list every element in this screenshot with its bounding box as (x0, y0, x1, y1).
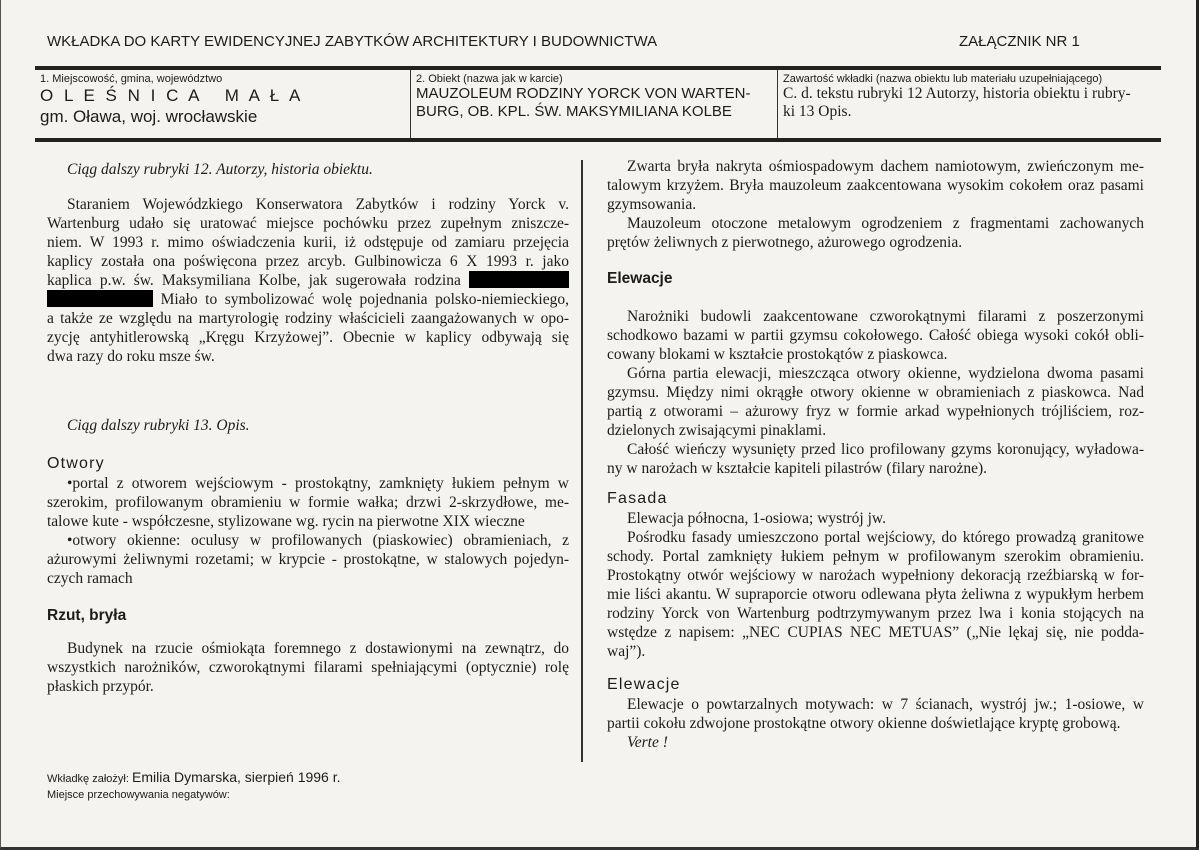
text-line-content: gzymsu. Między nimi okrągłe otwory okienne w obramieniach z piaskowca. Nad (607, 384, 1144, 401)
elewacje-paragraph (607, 307, 1144, 478)
contents-line2: ki 13 Opis. (783, 103, 852, 120)
text-line (47, 328, 569, 347)
text-line-content: Narożniki budowli zaakcentowane czworokątnymi filarami z poszerzonymi (627, 308, 1144, 325)
text-line-content: Ciąg dalszy rubryki 13. Opis. (67, 417, 250, 434)
text-line-content: zycję antyhitlerowską „Kręgu Krzyżowej”. Obecnie w kaplicy odbywają się (47, 329, 569, 346)
author-row (47, 769, 341, 785)
text-line (607, 364, 1144, 383)
rzut-paragraph (47, 639, 569, 696)
text-line (607, 195, 1144, 214)
text-line (607, 489, 668, 508)
text-line (47, 271, 569, 290)
text-line-content: talowe kute - współczesne, stylizowane wg. rycin na pierwotne XIX wieczne (47, 513, 525, 530)
text-line-content: ny w narożach w kształcie kapiteli pilastrów (filary narożne). (607, 460, 988, 477)
elewacje2-paragraph (607, 695, 1144, 733)
text-line-content: Pośrodku fasady umieszczono portal wejściowy, do którego prowadzą granitowe (627, 529, 1144, 546)
text-line-content: partią z otworami – ażurowy fryz w formie arkad wypełnionych trójliściem, roz- (607, 403, 1144, 420)
header-table (35, 66, 1161, 142)
verte-note (627, 733, 668, 752)
text-line (67, 416, 250, 435)
text-line-content: Zwarta bryła nakryta ośmiospadowym dachem namiotowym, zwieńczonym me- (627, 158, 1144, 175)
object-name-line1: MAUZOLEUM RODZINY YORCK VON WARTEN- (416, 85, 751, 102)
object-name-line2: BURG, OB. KPL. ŚW. MAKSYMILIANA KOLBE (416, 103, 732, 120)
text-line (607, 307, 1144, 326)
author-value: Emilia Dymarska, sierpień 1996 r. (131, 769, 341, 785)
text-line-content: rodziny Yorck von Wartenburg podtrzymywanym przez lwa i konia stojących na (607, 605, 1144, 622)
text-line (607, 585, 1144, 604)
text-line-content: wszystkich narożników, czworokątnymi filarami spełniającymi (optycznie) rolę (47, 659, 569, 676)
text-line (47, 531, 569, 550)
text-line-content: Budynek na rzucie ośmiokąta foremnego z dostawionymi na zewnątrz, do (67, 640, 569, 657)
text-line-content: Fasada (607, 490, 668, 507)
text-line (607, 402, 1144, 421)
contents-cell (778, 70, 1161, 138)
text-line (47, 290, 569, 309)
text-line (607, 604, 1144, 623)
region: gm. Oława, woj. wrocławskie (40, 107, 258, 126)
text-line (47, 677, 569, 696)
text-line-content: schody. Portal zamknięty łukiem pełnym w profilowanym szerokim obramieniu. (607, 548, 1144, 565)
redaction-box (47, 290, 153, 307)
text-line (607, 623, 1144, 642)
text-line-content: Całość wieńczy wysunięty przed lico profilowany gzyms koronujący, wyładowa- (627, 441, 1144, 458)
text-line-content: szerokim, profilowanym obramieniu w formie wałka; drzwi 2-skrzydłowe, me- (47, 494, 569, 511)
text-line-content: Elewacja północna, 1-osiowa; wystrój jw. (627, 510, 886, 527)
text-line (47, 252, 569, 271)
document-title: WKŁADKA DO KARTY EWIDENCYJNEJ ZABYTKÓW ARCHITEKTURY I BUDOWNICTWA (47, 33, 658, 50)
elewacje-heading (607, 269, 673, 288)
location-cell (35, 70, 411, 138)
text-line (607, 233, 1144, 252)
annex-number: ZAŁĄCZNIK NR 1 (959, 33, 1080, 50)
text-line-content: Prostokątny otwór wejściowy w narożach wypełniony dekoracją rzeźbiarską w for- (607, 567, 1144, 584)
text-line (47, 454, 105, 473)
text-line (607, 383, 1144, 402)
otwory-paragraph (47, 474, 569, 588)
text-line (47, 512, 569, 531)
text-line-content: Rzut, bryła (47, 607, 127, 624)
text-line-content: dzielonych zwisającymi pinaklami. (607, 422, 827, 439)
text-line (607, 528, 1144, 547)
text-line (47, 233, 569, 252)
text-line-content: a także ze względu na martyrologię rodziny właścicieli zaangażowanych w opo- (47, 310, 569, 327)
text-line-content: schodkowo bazami w partii gzymsu cokołowego. Całość obiega wysoki cokół obli- (607, 327, 1144, 344)
text-line-content: prętów żeliwnych z pierwotnego, ażurowego ogrodzenia. (607, 234, 963, 251)
text-line (607, 714, 1144, 733)
text-line-content: kaplicy została ona poświęcona przez arcyb. Gulbinowicza 6 X 1993 r. jako (47, 253, 569, 270)
text-line-content: niem. W 1993 r. mimo oświadczenia kurii, iż odstępuje od zamiaru przejęcia (47, 234, 569, 251)
negatives-label: Miejsce przechowywania negatywów: (47, 789, 230, 801)
text-line (607, 642, 1144, 661)
author-label: Wkładkę założył: (47, 773, 129, 785)
text-line (607, 440, 1144, 459)
text-line-content: cowany blokami w kształcie prostokątów z piaskowca. (607, 346, 948, 363)
text-line-content: Górna partia elewacji, mieszcząca otwory okienne, wydzielona dwoma pasami (627, 365, 1144, 382)
text-line-content: ażurowymi żeliwnymi rozetami; w krypcie - prostokątne, w stalowych pojedyn- (47, 551, 569, 568)
text-line (607, 176, 1144, 195)
location-label: 1. Miejscowość, gmina, województwo (40, 73, 223, 85)
text-line-content: gzymsowania. (607, 196, 697, 213)
text-line-content: Staraniem Wojewódzkiego Konserwatora Zabytków i rodziny Yorck v. (67, 196, 569, 213)
text-line-content: Verte ! (627, 734, 668, 751)
text-line-content: Elewacje (607, 270, 673, 287)
text-line-content: •portal z otworem wejściowym - prostokątny, zamknięty łukiem pełnym w (67, 475, 569, 492)
text-line (47, 493, 569, 512)
text-line-content: Miało to symbolizować wolę pojednania polsko-niemieckiego, (160, 291, 569, 308)
text-line-content: czych ramach (47, 570, 133, 587)
fasada-paragraph (607, 509, 1144, 661)
text-line (47, 195, 569, 214)
text-line (607, 214, 1144, 233)
text-line-content: talowym krzyżem. Bryła mauzoleum zaakcentowana wysokim cokołem oraz pasami (607, 177, 1144, 194)
contents-label: Zawartość wkładki (nazwa obiektu lub materiału uzupełniającego) (783, 73, 1103, 85)
bryla-paragraph (607, 157, 1144, 252)
text-line-content: Mauzoleum otoczone metalowym ogrodzeniem z fragmentami zachowanych (627, 215, 1144, 232)
text-line-content: Elewacje o powtarzalnych motywach: w 7 ścianach, wystrój jw.; 1-osiowe, w (627, 696, 1144, 713)
otwory-heading (47, 454, 105, 473)
text-line-content: Elewacje (607, 676, 681, 693)
text-line (67, 160, 373, 179)
text-line-content: Ciąg dalszy rubryki 12. Autorzy, historia obiektu. (67, 161, 373, 178)
text-line (607, 269, 673, 288)
text-line (607, 695, 1144, 714)
text-line (47, 347, 569, 366)
text-line (607, 326, 1144, 345)
redaction-box (469, 271, 569, 288)
text-line (47, 474, 569, 493)
text-line-content: płaskich przypór. (47, 678, 154, 695)
text-line (47, 569, 569, 588)
text-line (627, 733, 668, 752)
text-line (607, 509, 1144, 528)
text-line (607, 547, 1144, 566)
text-line (47, 639, 569, 658)
locality: O L E Ś N I C A M A Ł A (40, 86, 304, 105)
column-divider (581, 160, 583, 762)
text-line (607, 566, 1144, 585)
fasada-heading (607, 489, 668, 508)
text-line (47, 309, 569, 328)
text-line (47, 658, 569, 677)
text-line-content: mie liści akantu. W supraporcie otworu odlewana płyta żeliwna z wypukłym herbem (607, 586, 1144, 603)
text-line-content: Wartenburg udało się uratować miejsce pochówku przez zupełnym zniszcze- (47, 215, 569, 232)
text-line-content: dwa razy do roku msze św. (47, 348, 215, 365)
object-label: 2. Obiekt (nazwa jak w karcie) (416, 73, 563, 85)
text-line (607, 459, 1144, 478)
text-line (47, 606, 126, 625)
text-line-content: kaplica p.w. św. Maksymiliana Kolbe, jak sugerowała rodzina (47, 272, 461, 289)
rzut-heading (47, 606, 126, 625)
text-line (607, 675, 681, 694)
contents-line1: C. d. tekstu rubryki 12 Autorzy, historia obiektu i rubry- (783, 85, 1131, 102)
object-cell (411, 70, 778, 138)
text-line (607, 421, 1144, 440)
continuation-heading-12 (67, 160, 373, 179)
continuation-heading-13 (67, 416, 250, 435)
text-line-content: waj”). (607, 643, 646, 660)
text-line (607, 157, 1144, 176)
text-line-content: •otwory okienne: oculusy w profilowanych (piaskowiec) obramieniach, z (67, 532, 569, 549)
text-line (47, 214, 569, 233)
elewacje2-heading (607, 675, 681, 694)
text-line-content: partii cokołu zdwojone prostokątne otwory okienne doświetlające kryptę grobową. (607, 715, 1121, 732)
text-line (607, 345, 1144, 364)
history-paragraph (47, 195, 569, 366)
text-line-content: Otwory (47, 455, 105, 472)
text-line-content: wstędze z napisem: „NEC CUPIAS NEC METUAS” („Nie lękaj się, nie podda- (607, 624, 1144, 641)
text-line (47, 550, 569, 569)
